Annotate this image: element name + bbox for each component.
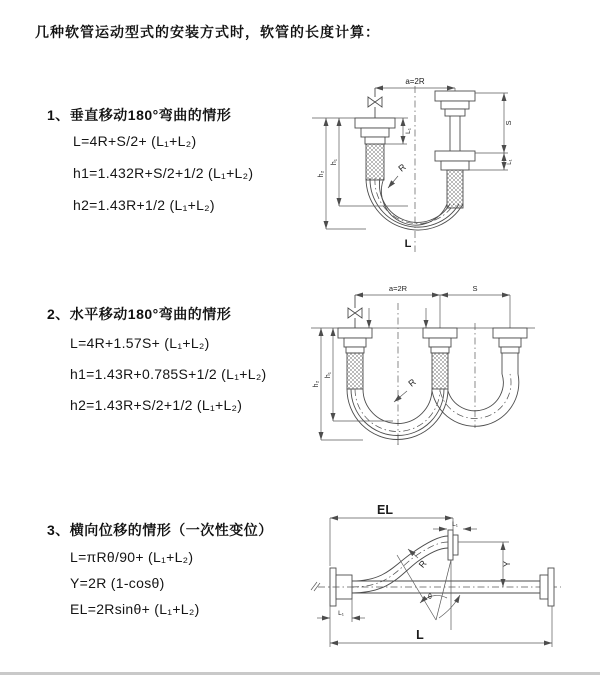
section-3-formula-EL: EL=2Rsinθ+ (L₁+L₂) xyxy=(70,601,200,617)
radius-callout xyxy=(388,161,408,188)
section-1-formula-L: L=4R+S/2+ (L₁+L₂) xyxy=(73,133,197,149)
theta-label: θ xyxy=(428,594,432,601)
y-label: Y xyxy=(502,560,512,568)
h1-label: h₁ xyxy=(325,371,332,379)
dimension-a2r xyxy=(355,284,440,295)
angle-construction xyxy=(397,555,460,630)
moved-flange xyxy=(493,328,527,353)
right-flange xyxy=(540,568,554,606)
right-hose-braid xyxy=(447,170,463,208)
section-3-formula-Y: Y=2R (1-cosθ) xyxy=(70,575,165,591)
l1-left-label: L₁ xyxy=(405,128,412,134)
hose-s-curve xyxy=(352,536,448,593)
section-2-formula-L: L=4R+1.57S+ (L₁+L₂) xyxy=(70,335,210,351)
left-flange xyxy=(355,118,395,144)
l-label: L xyxy=(416,628,424,642)
diagram-horizontal-180-bend xyxy=(303,278,600,468)
h1-label: h₁ xyxy=(331,158,338,166)
upper-flange xyxy=(448,530,458,560)
a2r-label: a=2R xyxy=(405,77,425,86)
section-1-formula-h1: h1=1.432R+S/2+1/2 (L₁+L₂) xyxy=(73,165,254,181)
centerline-mark xyxy=(311,582,320,591)
valve-icon xyxy=(368,88,382,118)
s-label: S xyxy=(504,120,513,126)
section-2-formula-h1: h1=1.43R+0.785S+1/2 (L₁+L₂) xyxy=(70,366,267,382)
left-hose-braid xyxy=(366,144,384,180)
radius-callout xyxy=(394,376,418,402)
l1-right-label: L₁ xyxy=(507,159,513,165)
section-2-formula-h2: h2=1.43R+S/2+1/2 (L₁+L₂) xyxy=(70,397,243,413)
l1-top-label: L₁ xyxy=(452,521,458,528)
h2-label: h₂ xyxy=(318,170,325,178)
el-label: EL xyxy=(377,503,393,517)
section-1-heading: 1、垂直移动180°弯曲的情形 xyxy=(47,107,232,123)
diagram-vertical-180-bend xyxy=(308,66,600,266)
left-flange xyxy=(338,328,372,353)
r-label: R xyxy=(406,376,418,389)
valve-icon xyxy=(348,295,362,328)
page-title: 几种软管运动型式的安装方式时，软管的长度计算： xyxy=(35,24,380,40)
middle-hose-braid xyxy=(432,353,448,389)
dimension-l1-left xyxy=(317,599,365,622)
diagram-lateral-displacement xyxy=(293,498,600,675)
dimension-l1-top xyxy=(433,521,477,529)
a2r-label: a=2R xyxy=(388,284,408,293)
dimension-y xyxy=(458,542,512,587)
right-lower-flange xyxy=(435,151,475,170)
dimension-s xyxy=(440,284,510,295)
section-2-heading: 2、水平移动180°弯曲的情形 xyxy=(47,306,232,322)
right-top-flange xyxy=(435,91,475,116)
left-hose-braid xyxy=(347,353,363,389)
section-1-formula-h2: h2=1.43R+1/2 (L₁+L₂) xyxy=(73,197,215,213)
dimension-l xyxy=(330,606,552,647)
r-label: R xyxy=(416,558,429,570)
hose-u-bend-position-1 xyxy=(347,389,448,440)
dimension-h2 xyxy=(318,118,366,229)
l1-left-label: L₁ xyxy=(338,610,344,617)
l-label: L xyxy=(404,238,412,250)
r-label: R xyxy=(396,161,408,174)
s-label: S xyxy=(472,284,478,293)
dimension-el xyxy=(330,503,453,566)
middle-flange xyxy=(423,328,457,353)
section-3-heading: 3、横向位移的情形（一次性变位） xyxy=(47,522,273,538)
h2-label: h₂ xyxy=(313,380,320,388)
section-3-formula-L: L=πRθ/90+ (L₁+L₂) xyxy=(70,549,194,565)
